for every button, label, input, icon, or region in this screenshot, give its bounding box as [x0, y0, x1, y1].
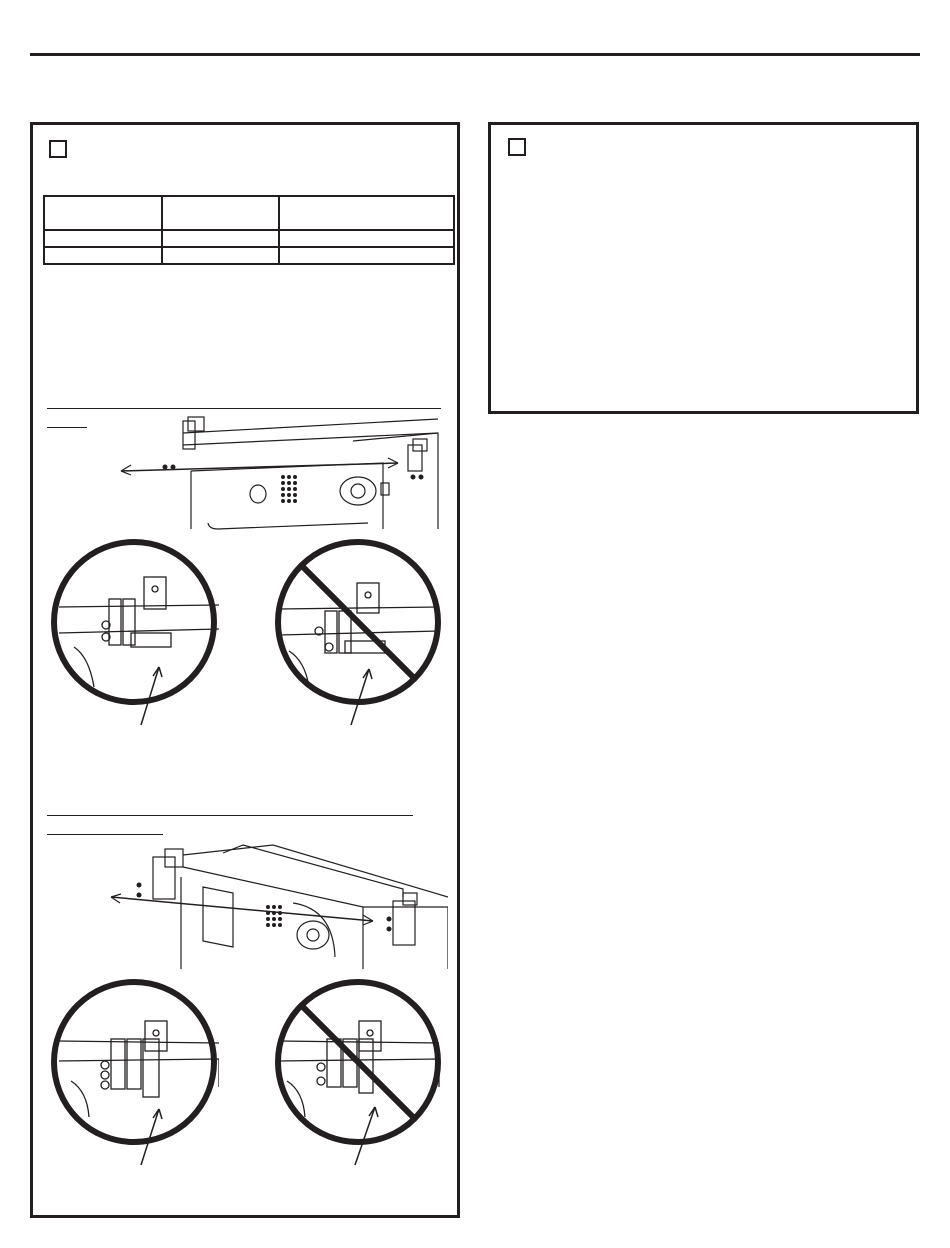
section-subheading-underline	[47, 427, 87, 428]
specification-table	[43, 195, 455, 265]
top-rule	[30, 53, 920, 56]
table-header-cell	[279, 196, 454, 230]
correct-detail-circle-icon	[49, 977, 219, 1167]
table-cell	[279, 247, 454, 264]
table-header-cell	[162, 196, 279, 230]
right-instruction-panel	[488, 122, 919, 414]
correct-detail-circle-icon	[49, 537, 219, 727]
table-cell	[162, 247, 279, 264]
step-checkbox-icon	[49, 140, 67, 158]
left-instruction-panel	[30, 122, 460, 1218]
table-cell	[44, 230, 162, 247]
table-row	[44, 247, 454, 264]
table-header-row	[44, 196, 454, 230]
step-checkbox-icon	[508, 138, 526, 156]
dryer-side-bracket-illustration	[103, 837, 448, 972]
prohibited-detail-circle-icon	[269, 977, 447, 1167]
table-cell	[162, 230, 279, 247]
table-row	[44, 230, 454, 247]
table-header-cell	[44, 196, 162, 230]
section-heading-underline	[47, 408, 441, 409]
table-cell	[279, 230, 454, 247]
section-subheading-underline	[47, 834, 163, 835]
dryer-top-bracket-illustration	[113, 411, 443, 531]
prohibited-detail-circle-icon	[269, 537, 447, 727]
section-heading-underline	[47, 815, 413, 816]
table-cell	[44, 247, 162, 264]
